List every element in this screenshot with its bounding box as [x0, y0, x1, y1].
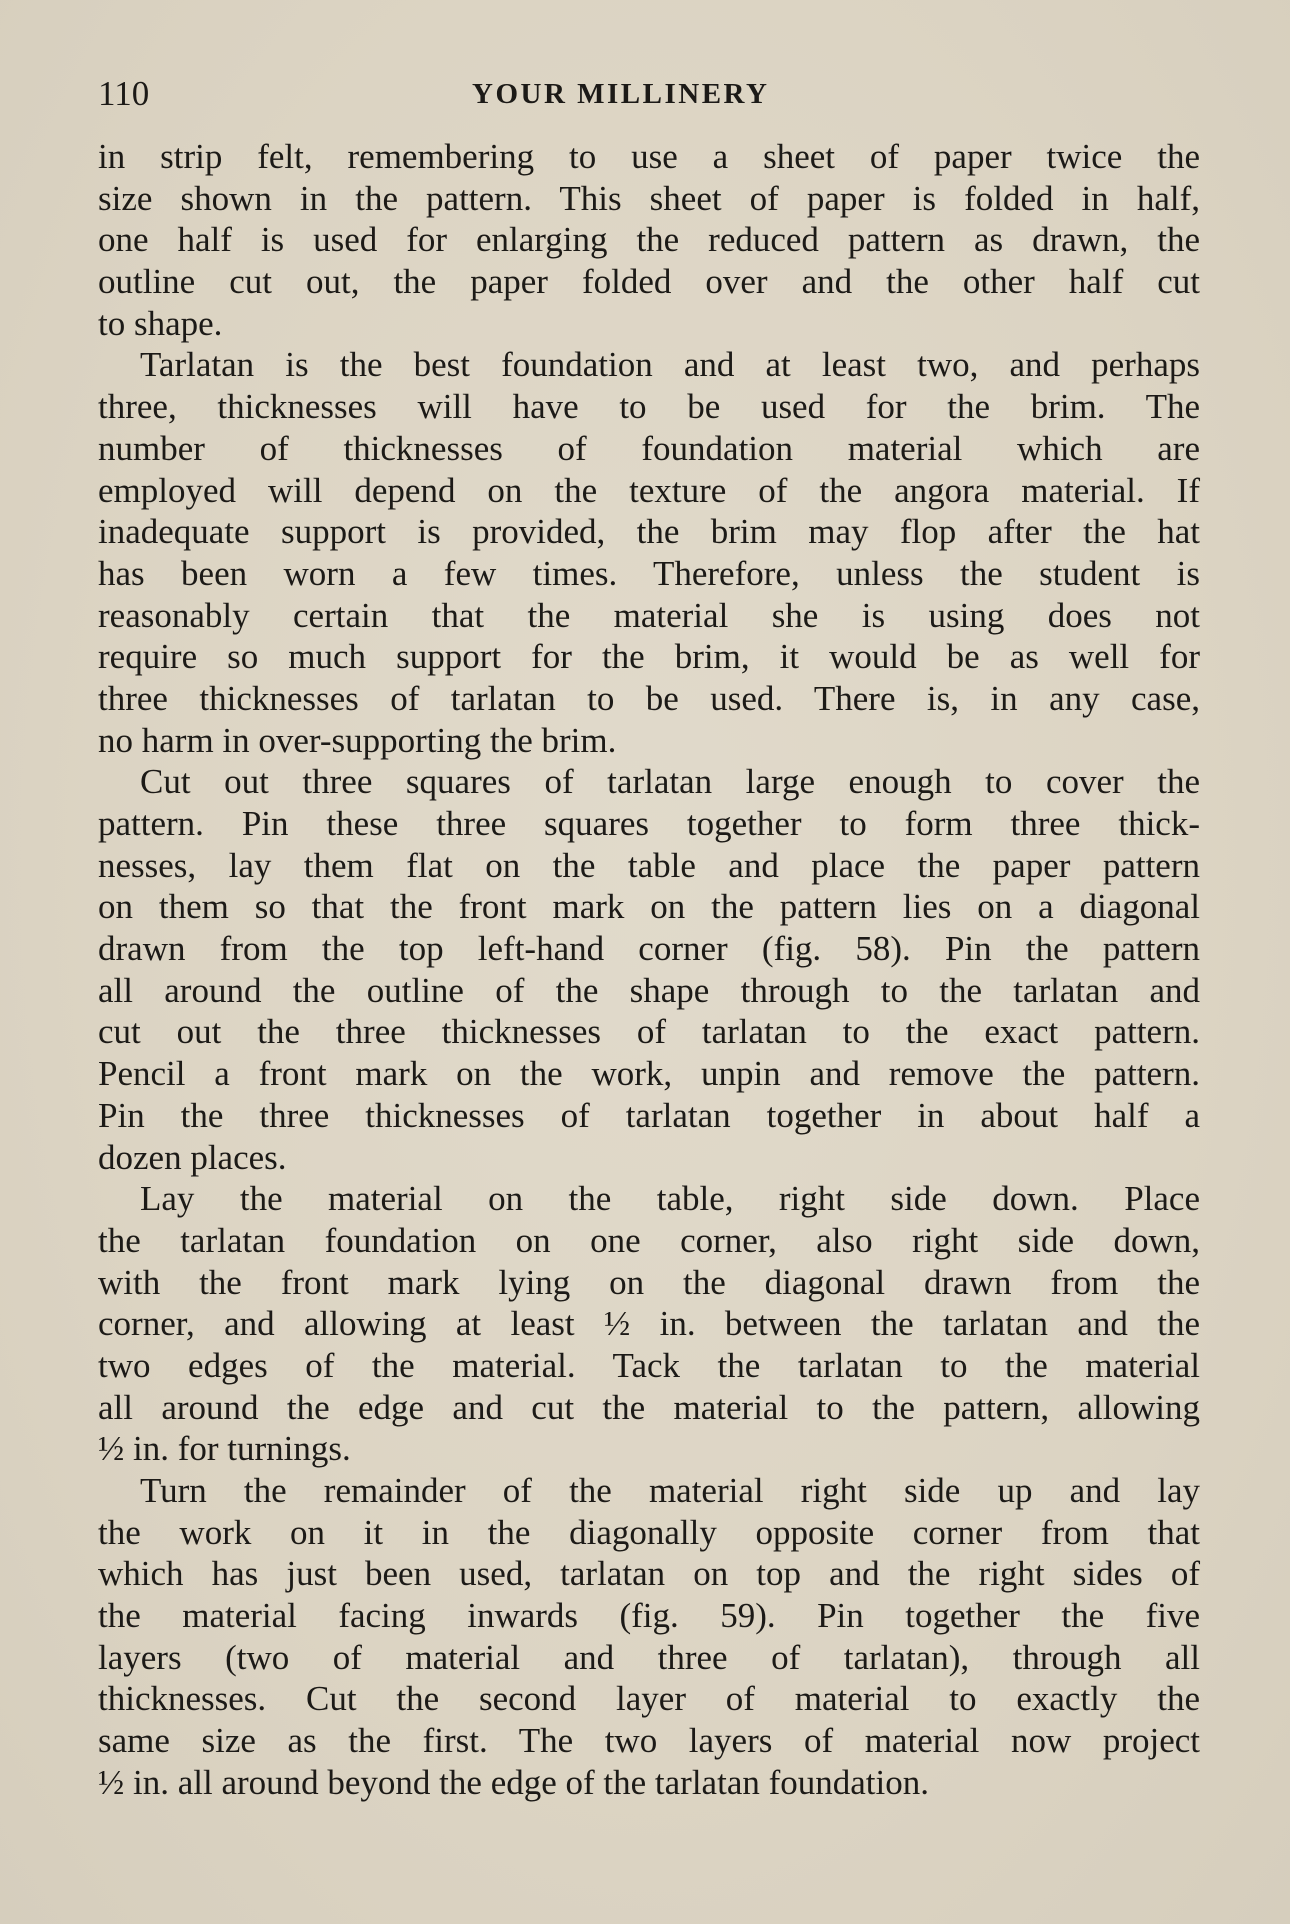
body-text [98, 136, 1200, 1804]
paragraph [98, 761, 1200, 1178]
text-line: nesses, lay them flat on the table and place the paper pattern [98, 845, 1200, 885]
text-line: pattern. Pin these three squares together to form three thick- [98, 804, 1200, 843]
text-line: ½ in. for turnings. [98, 1429, 351, 1469]
text-line: two edges of the material. Tack the tarlatan to the material [98, 1345, 1200, 1385]
text-line: the material facing inwards (fig. 59). Pin together the five [98, 1596, 1200, 1636]
text-line: inadequate support is provided, the brim may flop after the hat [98, 512, 1200, 552]
text-line: Turn the remainder of the material right side up and lay [140, 1471, 1200, 1510]
text-line: one half is used for enlarging the reduced pattern as drawn, the [98, 220, 1200, 260]
text-line: on them so that the front mark on the pattern lies on a diagonal [98, 887, 1200, 927]
text-line: outline cut out, the paper folded over and the other half cut [98, 262, 1200, 302]
text-line: the work on it in the diagonally opposite corner from that [98, 1512, 1200, 1552]
text-line: layers (two of material and three of tarlatan), through all [98, 1637, 1200, 1677]
text-line: number of thicknesses of foundation material which are [98, 428, 1200, 468]
text-line: in strip felt, remembering to use a sheet of paper twice the [98, 137, 1200, 176]
text-line: corner, and allowing at least ½ in. between the tarlatan and the [98, 1304, 1200, 1344]
paragraph [98, 1178, 1200, 1470]
text-line: thicknesses. Cut the second layer of material to exactly the [98, 1679, 1200, 1719]
text-line: drawn from the top left-hand corner (fig. 58). Pin the pattern [98, 929, 1200, 969]
text-line: to shape. [98, 303, 223, 343]
running-title: YOUR MILLINERY [472, 78, 770, 110]
text-line: three, thicknesses will have to be used for the brim. The [98, 387, 1200, 427]
text-line: require so much support for the brim, it would be as well for [98, 637, 1200, 677]
paragraph [98, 344, 1200, 761]
text-line: Pencil a front mark on the work, unpin and remove the pattern. [98, 1054, 1200, 1094]
paragraph [98, 1470, 1200, 1804]
text-line: employed will depend on the texture of the angora material. If [98, 470, 1200, 510]
text-line: Lay the material on the table, right side down. Place [140, 1179, 1200, 1219]
text-line: ½ in. all around beyond the edge of the tarlatan foundation. [98, 1762, 929, 1802]
text-line: which has just been used, tarlatan on top and the right sides of [98, 1554, 1200, 1594]
text-line: has been worn a few times. Therefore, unless the student is [98, 553, 1200, 593]
page-number: 110 [98, 74, 150, 113]
text-line: reasonably certain that the material she is using does not [98, 595, 1200, 635]
text-line: cut out the three thicknesses of tarlatan to the exact pattern. [98, 1012, 1200, 1052]
text-line: Tarlatan is the best foundation and at least two, and perhaps [140, 345, 1200, 385]
text-line: same size as the first. The two layers of material now project [98, 1721, 1200, 1761]
text-line: with the front mark lying on the diagonal drawn from the [98, 1262, 1200, 1302]
text-line: dozen places. [98, 1137, 287, 1177]
text-line: the tarlatan foundation on one corner, also right side down, [98, 1220, 1200, 1260]
text-line: no harm in over-supporting the brim. [98, 720, 617, 760]
paragraph [98, 136, 1200, 344]
text-line: size shown in the pattern. This sheet of paper is folded in half, [98, 178, 1200, 218]
text-line: all around the edge and cut the material to the pattern, allowing [98, 1387, 1200, 1427]
text-line: all around the outline of the shape through to the tarlatan and [98, 970, 1200, 1010]
text-line: Pin the three thicknesses of tarlatan together in about half a [98, 1095, 1200, 1135]
text-line: three thicknesses of tarlatan to be used. There is, in any case, [98, 678, 1200, 718]
running-head [98, 72, 1200, 116]
text-line: Cut out three squares of tarlatan large enough to cover the [140, 762, 1200, 802]
